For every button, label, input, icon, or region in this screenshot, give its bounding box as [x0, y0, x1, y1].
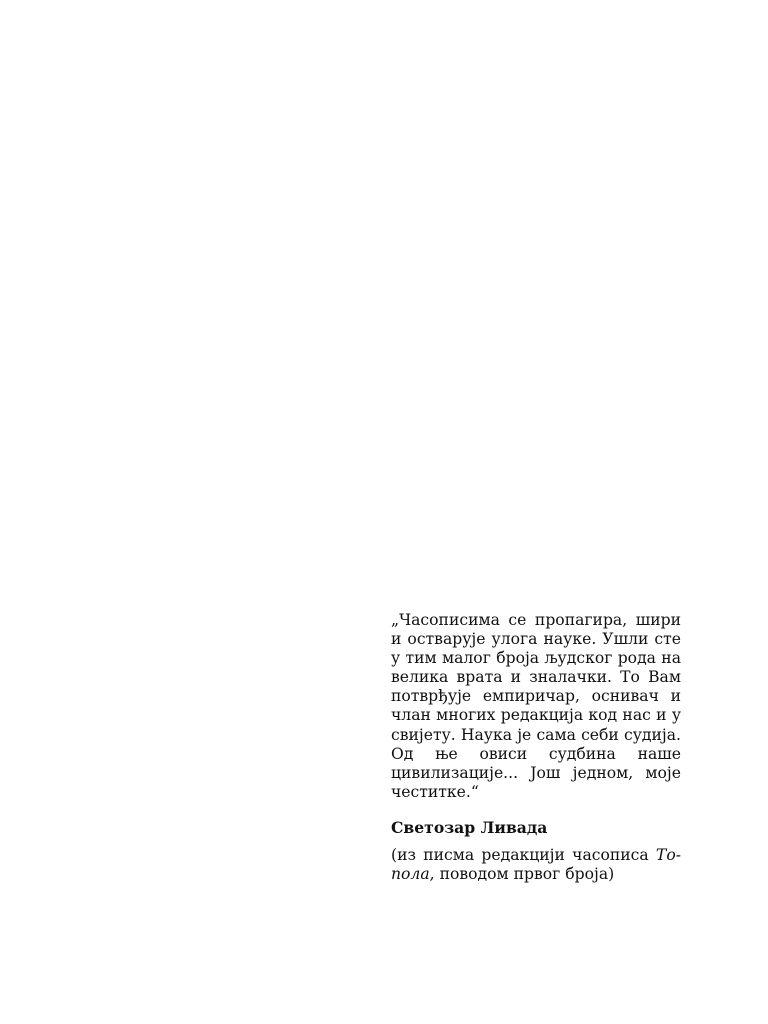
epigraph-block	[391, 611, 681, 884]
source-journal-title: Топола	[391, 846, 681, 884]
source-suffix: , поводом првог броја)	[429, 865, 615, 884]
epigraph-quote: „Часописима се пропагира, шири и остварује улога науке. Ушли сте у тим малог броја људског рода на велика врата и зналачки. То Вам потврђује емпиричар, оснивач и члан многих редакција код нас и у свијету. Наука је сама себи судија. Од ње овиси судбина наше цивилизације... Још једном, моје честитке.“	[391, 611, 681, 801]
epigraph-source	[391, 846, 681, 884]
source-prefix: (из писма редакцији часописа	[391, 846, 656, 865]
epigraph-author: Светозар Ливада	[391, 817, 548, 837]
